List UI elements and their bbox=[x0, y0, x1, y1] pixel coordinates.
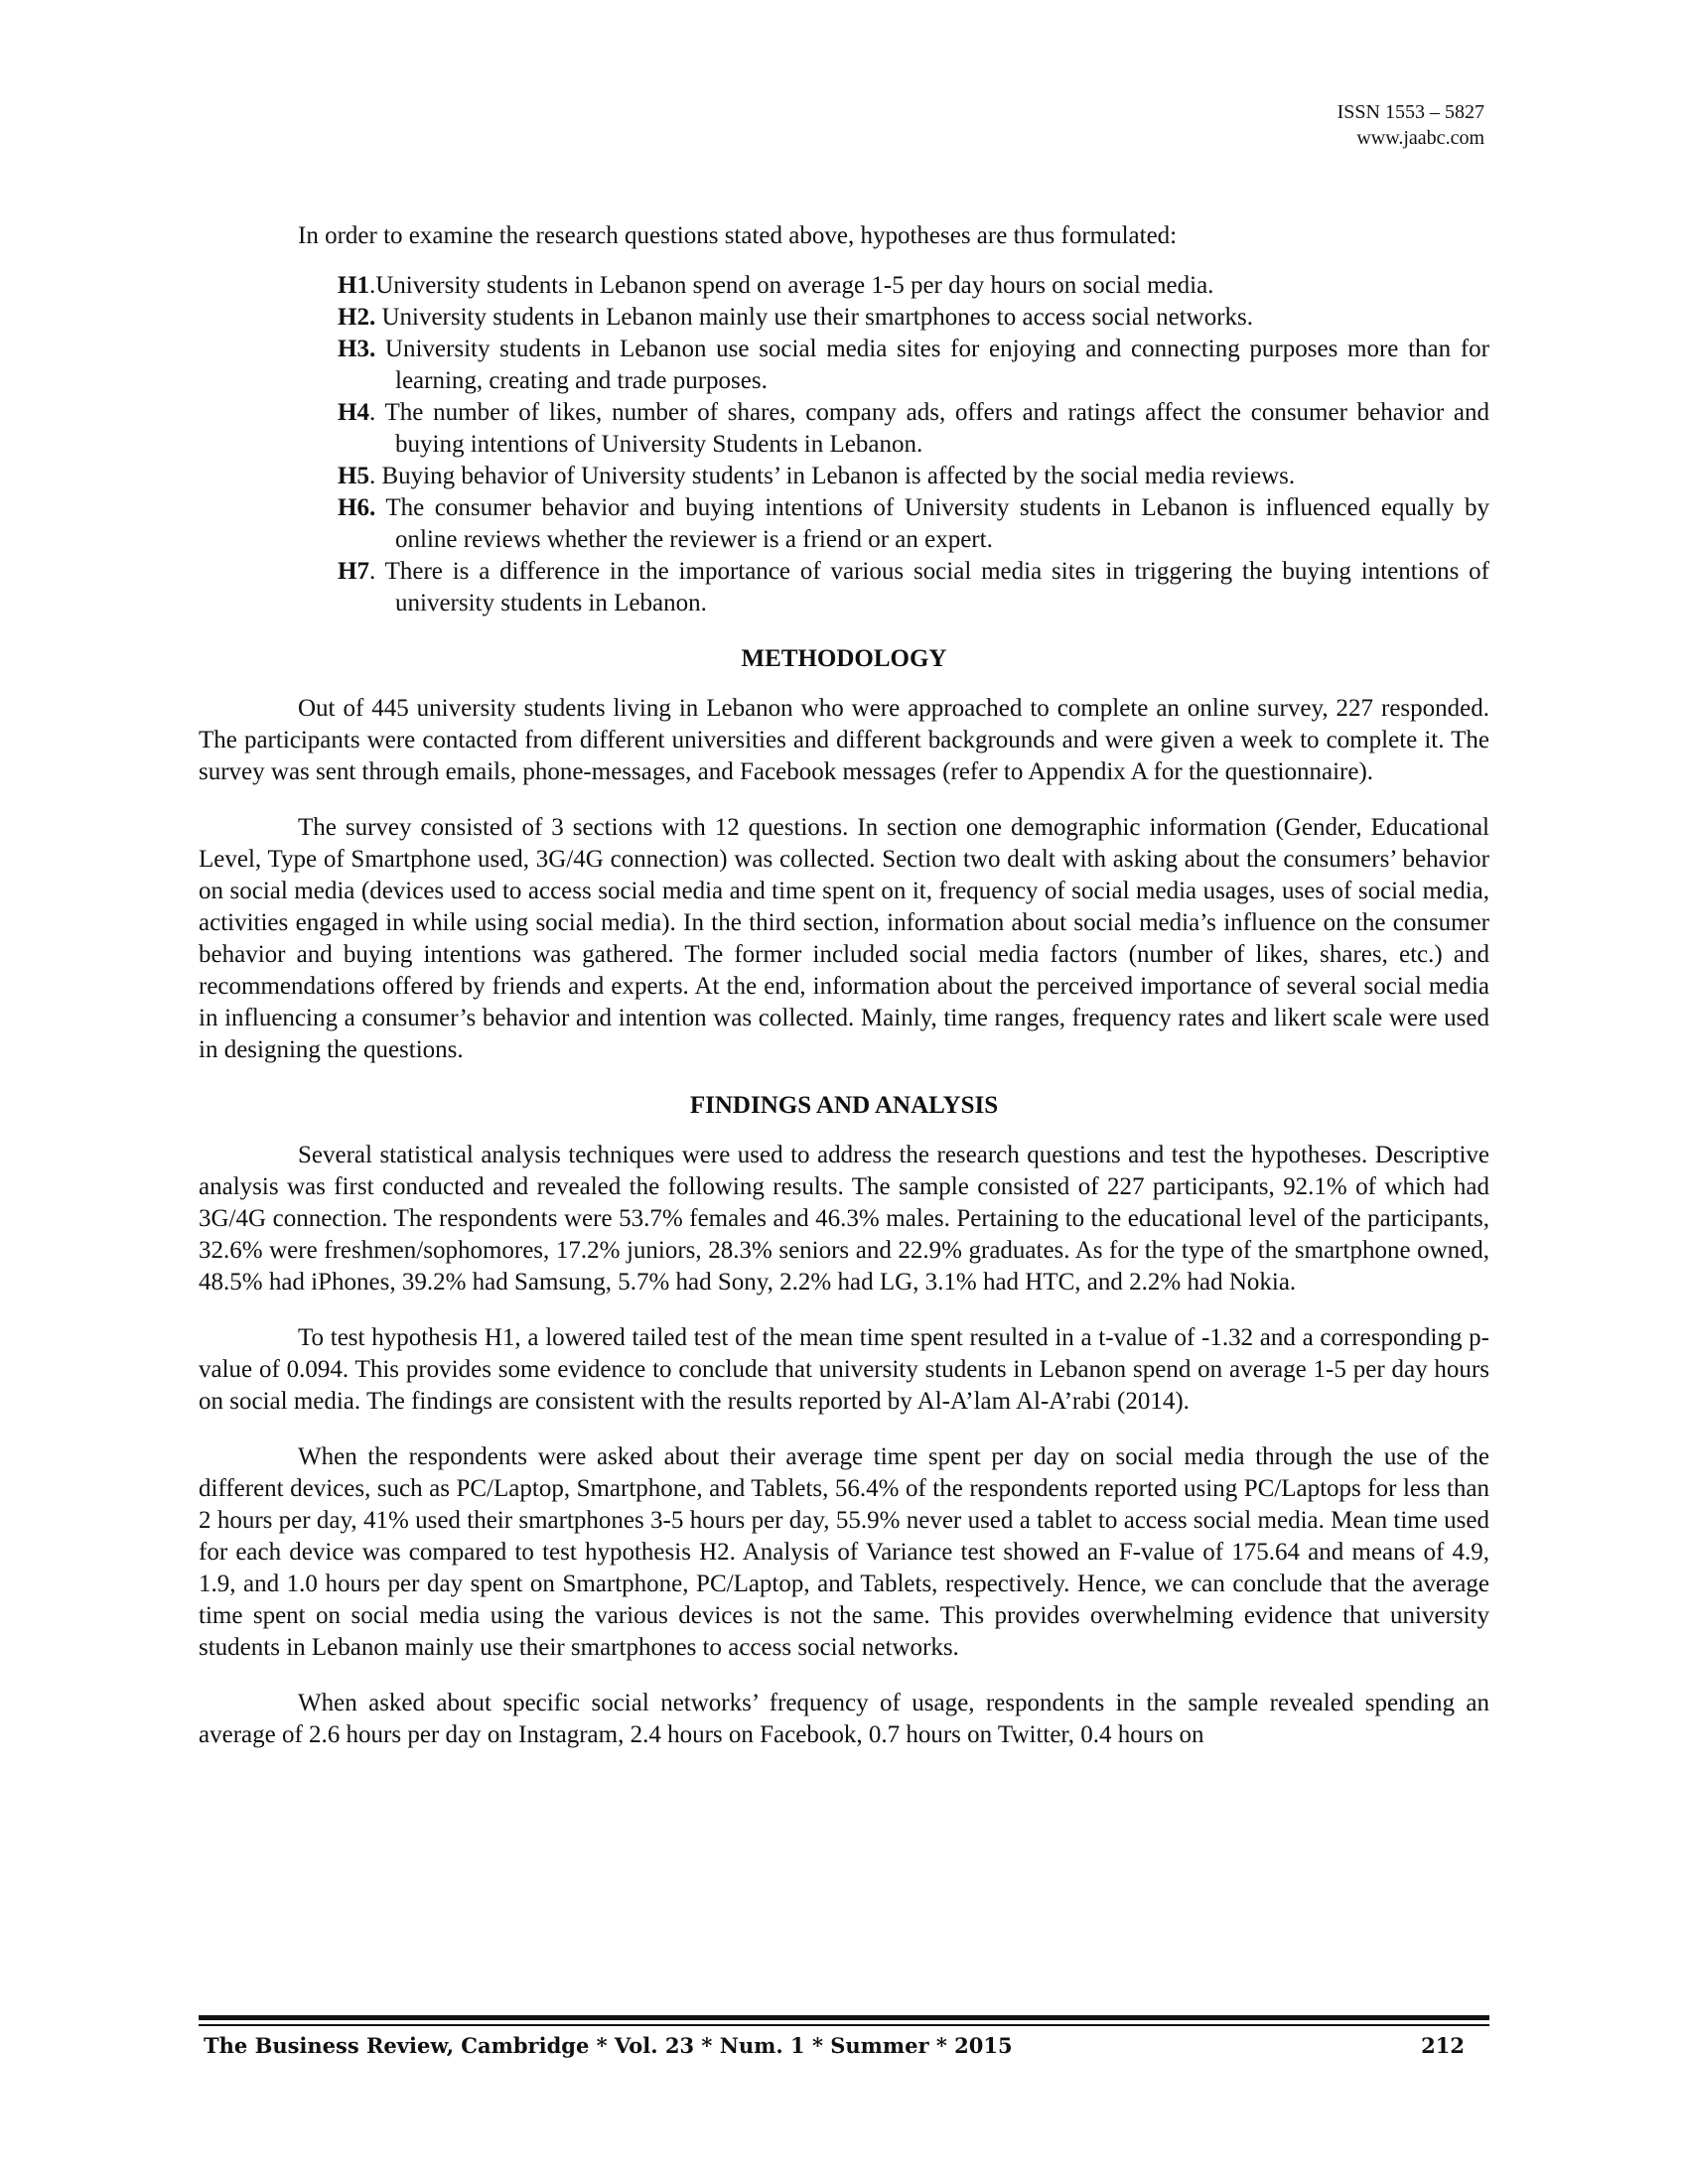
hypothesis-separator: . bbox=[368, 558, 385, 585]
methodology-paragraph: Out of 445 university students living in Lebanon who were approached to complete an online survey, 227 responded. The participants were contacted from different universities and different backgrounds and were given a week to complete it. The survey was sent through emails, phone-messages, and Facebook messages (refer to Appendix A for the questionnaire). bbox=[199, 695, 1489, 785]
methodology-paragraph: The survey consisted of 3 sections with 12 questions. In section one demographic information (Gender, Educational Level, Type of Smartphone used, 3G/4G connection) was collected. Section two dealt with asking about the consumers’ behavior on social media (devices used to access social media and time spent on it, frequency of social media usages, uses of social media, activities engaged in while using social media). In the third section, information about social media’s influence on the consumer behavior and buying intentions was gathered. The former included social media factors (number of likes, shares, etc.) and recommendations offered by friends and experts. At the end, information about the perceived importance of several social media in influencing a consumer’s behavior and intention was collected. Mainly, time ranges, frequency rates and likert scale were used in designing the questions. bbox=[199, 814, 1489, 1063]
page-footer bbox=[204, 2033, 1465, 2058]
hypothesis-label: H3. bbox=[338, 336, 376, 362]
hypothesis-item bbox=[338, 461, 1489, 492]
findings-paragraph: When the respondents were asked about their average time spent per day on social media through the use of the different devices, such as PC/Laptop, Smartphone, and Tablets, 56.4% of the respondents reported using PC/Laptops for less than 2 hours per day, 41% used their smartphones 3-5 hours per day, 55.9% never used a tablet to access social media. Mean time used for each device was compared to test hypothesis H2. Analysis of Variance test showed an F-value of 175.64 and means of 4.9, 1.9, and 1.0 hours per day spent on Smartphone, PC/Laptop, and Tablets, respectively. Hence, we can conclude that the average time spent on social media using the various devices is not the same. This provides overwhelming evidence that university students in Lebanon mainly use their smartphones to access social networks. bbox=[199, 1443, 1489, 1661]
findings-paragraph: When asked about specific social networks’ frequency of usage, respondents in the sample revealed spending an average of 2.6 hours per day on Instagram, 2.4 hours on Facebook, 0.7 hours on Twitter, 0.4 hours on bbox=[199, 1690, 1489, 1748]
hypothesis-separator: . bbox=[368, 272, 376, 299]
page-number: 212 bbox=[1421, 2033, 1465, 2058]
hypothesis-label: H2. bbox=[338, 304, 376, 331]
findings-paragraph: Several statistical analysis techniques were used to address the research questions and test the hypotheses. Descriptive analysis was first conducted and revealed the following results. The sample consisted of 227 participants, 92.1% of which had 3G/4G connection. The respondents were 53.7% females and 46.3% males. Pertaining to the educational level of the participants, 32.6% were freshmen/sophomores, 17.2% juniors, 28.3% seniors and 22.9% graduates. As for the type of the smartphone owned, 48.5% had iPhones, 39.2% had Samsung, 5.7% had Sony, 2.2% had LG, 3.1% had HTC, and 2.2% had Nokia. bbox=[199, 1142, 1489, 1296]
hypothesis-item bbox=[338, 334, 1489, 397]
running-header bbox=[1337, 99, 1484, 151]
journal-website: www.jaabc.com bbox=[1356, 127, 1484, 149]
hypothesis-label: H7 bbox=[338, 558, 369, 585]
hypothesis-text: University students in Lebanon use social media sites for enjoying and connecting purposes more than for learning, creating and trade purposes. bbox=[384, 336, 1490, 394]
hypothesis-item bbox=[338, 270, 1489, 302]
hypothesis-separator bbox=[375, 336, 385, 362]
hypothesis-text: The consumer behavior and buying intentions of University students in Lebanon is influenced equally by online reviews whether the reviewer is a friend or an expert. bbox=[385, 494, 1489, 553]
hypothesis-label: H6. bbox=[338, 494, 376, 521]
hypothesis-separator: . bbox=[368, 463, 382, 489]
hypothesis-text: Buying behavior of University students’ in Lebanon is affected by the social media reviews. bbox=[381, 463, 1296, 489]
hypothesis-separator: . bbox=[368, 399, 385, 426]
hypothesis-label: H1 bbox=[338, 272, 369, 299]
hypothesis-text: There is a difference in the importance of various social media sites in triggering the buying intentions of university students in Lebanon. bbox=[384, 558, 1489, 616]
footer-divider-thin bbox=[199, 2024, 1489, 2026]
issn-label: ISSN 1553 – 5827 bbox=[1336, 101, 1484, 123]
hypothesis-separator bbox=[375, 494, 385, 521]
methodology-heading: METHODOLOGY bbox=[741, 645, 947, 672]
hypothesis-text: University students in Lebanon spend on average 1-5 per day hours on social media. bbox=[375, 272, 1214, 299]
hypothesis-label: H5 bbox=[338, 463, 369, 489]
footer-divider-thick bbox=[199, 2015, 1489, 2020]
hypotheses-list bbox=[338, 270, 1489, 619]
hypothesis-item bbox=[338, 556, 1489, 619]
journal-citation: The Business Review, Cambridge * Vol. 23 * Num. 1 * Summer * 2015 bbox=[204, 2033, 1013, 2058]
hypothesis-text: University students in Lebanon mainly use their smartphones to access social networks. bbox=[381, 304, 1254, 331]
hypothesis-label: H4 bbox=[338, 399, 369, 426]
hypotheses-intro: In order to examine the research questions stated above, hypotheses are thus formulated: bbox=[298, 222, 1178, 249]
hypothesis-item bbox=[338, 302, 1489, 334]
hypothesis-item bbox=[338, 492, 1489, 556]
findings-heading: FINDINGS AND ANALYSIS bbox=[689, 1092, 999, 1119]
hypothesis-item bbox=[338, 397, 1489, 461]
hypothesis-text: The number of likes, number of shares, company ads, offers and ratings affect the consumer behavior and buying intentions of University Students in Lebanon. bbox=[384, 399, 1489, 458]
page-body bbox=[199, 220, 1489, 1775]
findings-paragraph: To test hypothesis H1, a lowered tailed test of the mean time spent resulted in a t-value of -1.32 and a corresponding p-value of 0.094. This provides some evidence to conclude that university students in Lebanon spend on average 1-5 per day hours on social media. The findings are consistent with the results reported by Al-A’lam Al-A’rabi (2014). bbox=[199, 1324, 1489, 1415]
